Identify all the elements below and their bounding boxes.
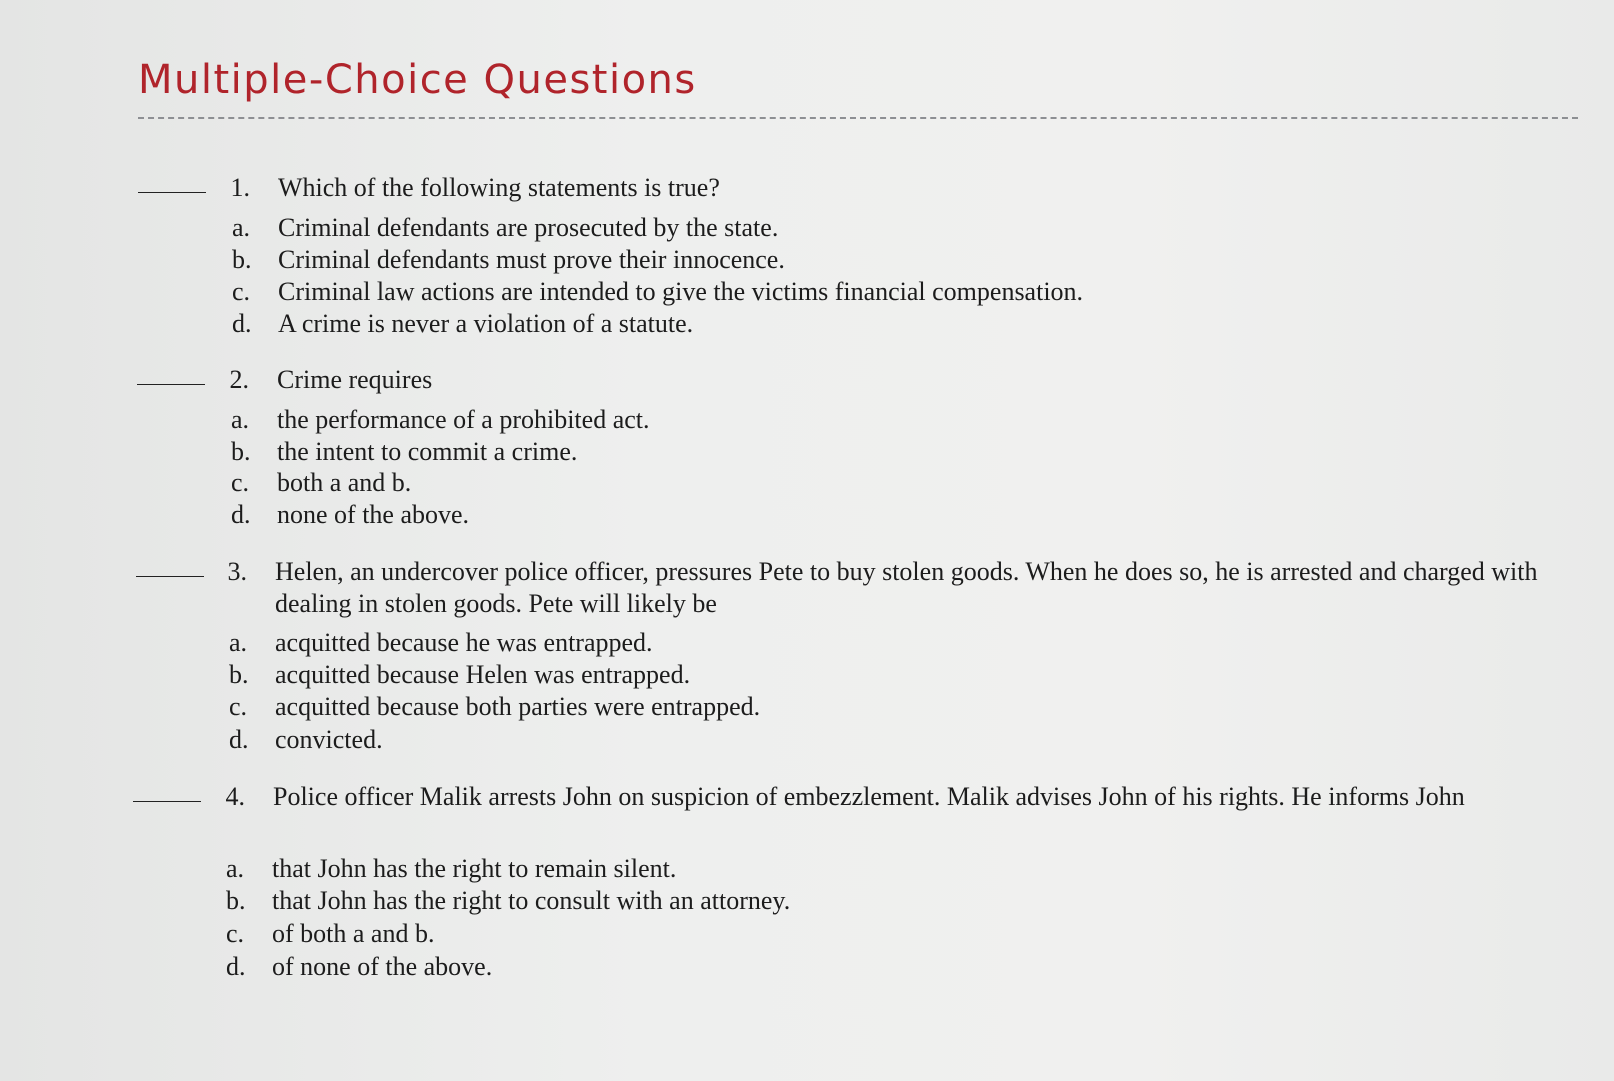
choice-text: Criminal defendants must prove their innocence. [278,245,785,274]
question-number: 4. [225,782,245,811]
choice-letter: d. [232,309,252,338]
question-text: Crime requires [277,365,433,394]
choice-text: acquitted because both parties were entrapped. [275,692,761,721]
choice-text: of none of the above. [272,952,493,981]
choice-text: A crime is never a violation of a statute. [278,309,694,338]
choice-text: Criminal defendants are prosecuted by the state. [278,213,779,242]
answer-blank[interactable] [133,801,201,802]
choice-letter: a. [231,405,250,434]
choice-letter: a. [229,628,248,657]
choice-text: acquitted because he was entrapped. [275,628,653,657]
question-text: Which of the following statements is true? [278,173,720,202]
question-number: 1. [230,173,250,202]
choice-letter: c. [229,692,248,721]
choice-letter: d. [231,500,251,529]
answer-blank[interactable] [136,576,204,577]
choice-letter: c. [232,277,251,306]
choice-letter: a. [226,854,245,883]
choice-text: both a and b. [277,468,412,497]
choice-letter: d. [229,725,249,754]
choice-text: the performance of a prohibited act. [277,405,650,434]
choice-letter: a. [232,213,251,242]
answer-blank[interactable] [137,384,205,385]
choice-text: of both a and b. [272,919,435,948]
dashed-divider [138,117,1578,119]
answer-blank[interactable] [138,192,206,193]
choice-letter: b. [231,437,251,466]
choice-letter: b. [229,660,249,689]
choice-letter: b. [226,886,246,915]
question-number: 3. [227,557,247,586]
page-title: Multiple-Choice Questions [138,57,697,103]
choice-text: Criminal law actions are intended to give the victims financial compensation. [278,277,1084,306]
choice-text: that John has the right to consult with an attorney. [272,886,791,915]
choice-letter: c. [231,468,250,497]
choice-letter: d. [226,952,246,981]
question-text: Helen, an undercover police officer, pressures Pete to buy stolen goods. When he does so, he is arrested and charged with dealing in stolen goods. Pete will likely be [275,557,1538,618]
choice-text: none of the above. [277,500,470,529]
choice-text: acquitted because Helen was entrapped. [275,660,691,689]
choice-text: convicted. [275,725,383,754]
question-number: 2. [229,365,249,394]
choice-letter: b. [232,245,252,274]
choice-text: the intent to commit a crime. [277,437,578,466]
question-text: Police officer Malik arrests John on suspicion of embezzlement. Malik advises John of his rights. He informs John [273,782,1465,811]
choice-text: that John has the right to remain silent. [272,854,677,883]
choice-letter: c. [226,919,245,948]
